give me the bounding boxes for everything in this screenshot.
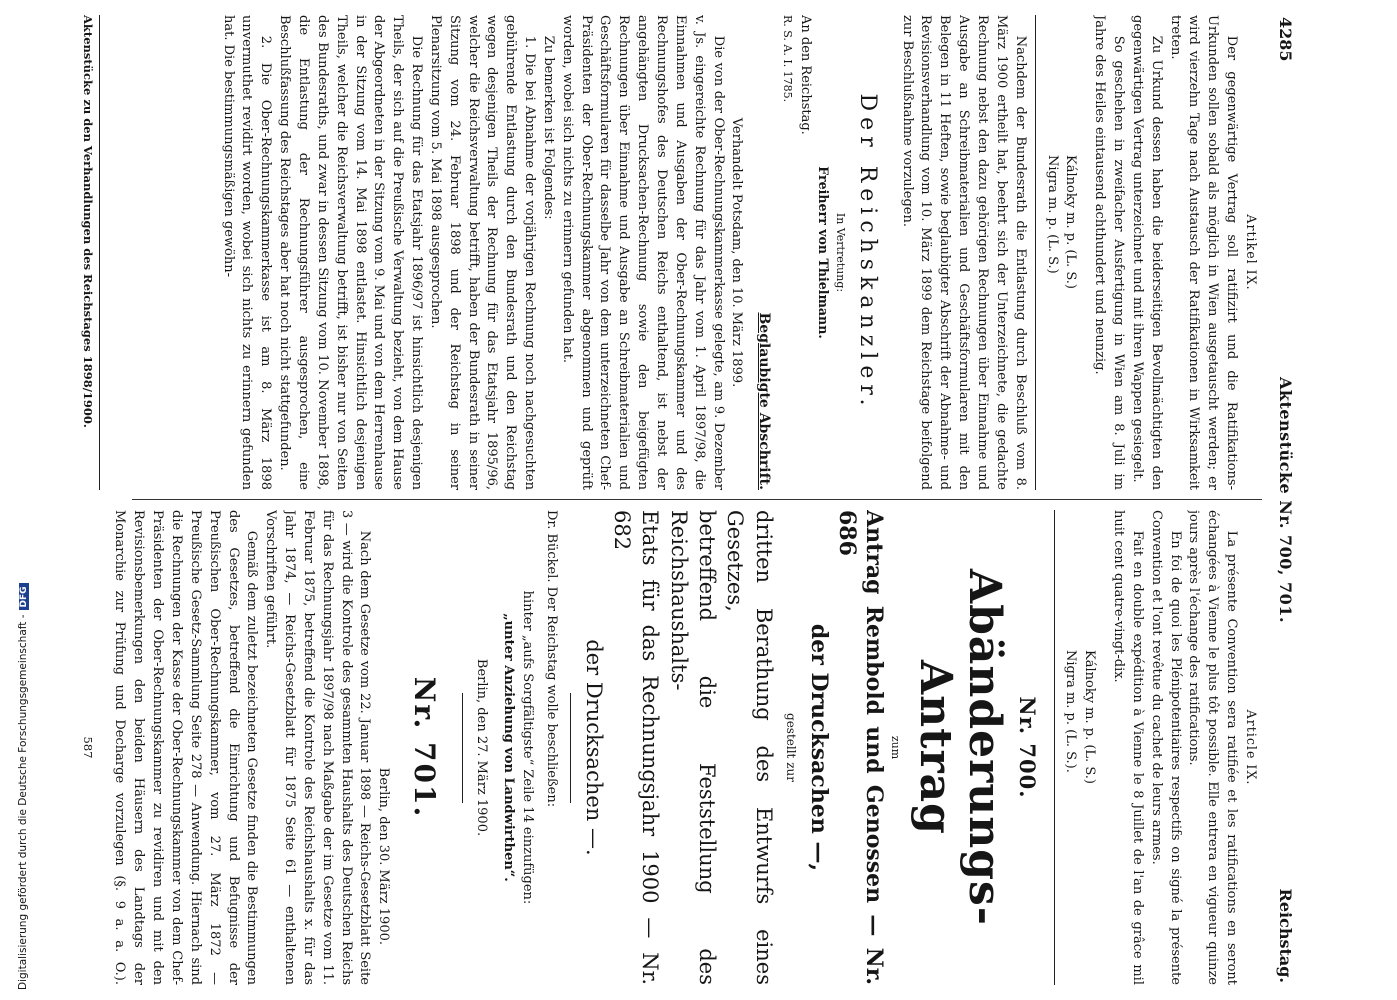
bundesrath-paragraph: Nachdem der Bundesrath die Entlastung durch Beschluß vom 8. März 1900 ertheilt hat, beehrt sich der Unterzeichnete, die gedachte Rechnung nebst den dazu gehörigen Rechnungen über Einnahme und Ausgabe an Schreibmaterialien und Geschäftsformularen mit den Belegen in 11 Heften, sowie beglaubigter Abschrift der Abnahme- und Revisionsverhandlung vom 10. März 1899 dem Reichstage beifolgend zur Beschlußnahme vorzulegen.: [899, 15, 1028, 490]
berathung-line: betreffend die Feststellung des Reichshaushalts-: [666, 510, 720, 985]
berathung-line: Etats für das Rechnungsjahr 1900 — Nr. 682: [610, 510, 663, 985]
header-reichstag: Reichstag.: [1276, 888, 1295, 983]
zu-bemerken: Zu bemerken ist Folgendes:: [540, 35, 556, 220]
nr-700-heading: Nr. 700.: [1014, 696, 1040, 799]
antrag-line: Antrag Rembold und Genossen — Nr. 686: [833, 510, 888, 985]
freiherr-signature: Freiherr von Thielmann.: [815, 166, 831, 339]
footer-source: Aktenstücke zu den Verhandlungen des Reichstages 1898/1900.: [81, 15, 96, 428]
rechnung-paragraph: Die Rechnung für das Etatsjahr 1896/97 ist hinsichtlich desjenigen Theils, der sich auf die Preußische Verwaltung bezieht, von dem Hause der Abgeordneten in der Sitzung vom 9. Mai und von dem Herrenhause in der Sitzung vom 14. Mai 1898 entlastet. Hinsichtlich desjenigen Theils, welcher die Reichsverwaltung betrifft, ist bisher nur von Seiten des Bundesraths, und zwar in dessen Sitzung vom 10. November 1898, die Entlastung der Rechnungsführer ausgesprochen, eine Beschlußfassung des Reichstages aber hat noch nicht stattgefunden.: [277, 15, 425, 490]
p701-paragraph: Nach dem Gesetze vom 22. Januar 1898 — Reichs-Gesetzblatt Seite 3 — wird die Kontrole des gesammten Haushalts des Deutschen Reichs für das Rechnungsjahr 1897/98 nach Maßgabe der im Gesetze vom 11. Februar 1875, betreffend die Kontrole des Reichshaushalts x. für das Jahr 1874, — Reichs-Gesetzblatt für 1875 Seite 61 — enthaltenen Vorschriften geführt.: [263, 510, 373, 985]
bueckel-motion: Dr. Bückel. Der Reichstag wolle beschließen:: [544, 510, 560, 808]
hinter-line: hinter „aufs Sorgfältigste“ Zeile 14 einzufügen:: [519, 590, 535, 905]
column-divider: [132, 499, 1262, 500]
quote-line: „unter Anziehung von Landwirthen“.: [500, 613, 516, 882]
signature-fr-nigra: Nigra m. p. (L. S.).: [1063, 650, 1079, 773]
short-rule: [462, 693, 463, 803]
berathung-line: dritten Berathung des Entwurfs eines Gesetzes,: [723, 510, 776, 985]
page-footer-right: [80, 510, 96, 985]
point-1: 1. Die bei Abnahme der vorjährigen Rechnung noch nachgesuchten gebührende Entlastung durch den Bundesrath und den Reichstag wegen desjenigen Theils der Rechnung für das Etatsjahr 1895/96, welcher die Reichsverwaltung betrifft, haben der Bundesrath in seiner Sitzung vom 24. Februar 1898 und der Reichstag in seiner Plenarsitzung vom 5. Mai 1898 ausgesprochen.: [427, 15, 538, 490]
artikel-paragraph: So geschehen in zweifacher Ausfertigung in Wien am 8. Juli im Jahre des Heiles eintausend achthundert und neunzig.: [1092, 15, 1127, 490]
signature-kalnoky: Kálnoky m. p. (L. S.): [1063, 155, 1079, 289]
ober-paragraph: Die von der Ober-Rechnungskammerkasse gelegte, am 9. Dezember v. Js. eingereichte Rechnung für das Jahr vom 1. April 1897/98, die Einnahmen und Ausgaben der Ober-Rechnungskammer und des Rechnungshofes des Deutschen Reichs enthaltend, ist nebst der angehängten Drucksachen-Rechnung sowie den beigefügten Rechnungen über Einnahme und Ausgabe an Schreibmaterialien und Geschäftsformularen für dasselbe Jahr von dem unterzeichneten Chef-Präsidenten der Ober-Rechnungskammer abgenommen und geprüft worden, wobei sich nichts zu erinnern gefunden hat.: [559, 15, 726, 490]
reichskanzler-heading: Der Reichskanzler.: [854, 93, 880, 412]
point-2: 2. Die Ober-Rechnungskammerkasse ist am 8. März 1898 unvermuthet revidirt worden, wobei sich nichts zu erinnern gefunden hat. Die bestimmungsmäßigen gewöhn-: [220, 15, 274, 490]
section-rule: [1054, 510, 1055, 985]
artikel-heading: Artikel IX.: [1244, 214, 1259, 291]
antrag-line: der Drucksachen —,: [806, 623, 833, 872]
zum-label: zum: [888, 735, 902, 760]
right-column: [110, 510, 1262, 985]
page-footer-left: [80, 15, 100, 490]
beglaubigte-abschrift: Beglaubigte Abschrift.: [756, 312, 773, 490]
artikel-paragraph: Zu Urkund dessen haben die beiderseitigen Bevollmächtigten den gegenwärtigen Vertrag unterzeichnet und mit ihren Wappen gesiegelt.: [1129, 15, 1164, 490]
page-header: [1270, 15, 1300, 985]
dfg-sidenote: [0, 0, 29, 1000]
artikel-paragraph: Der gegenwärtige Vertrag soll ratifizirt und die Ratifikations-Urkunden sollen sobald als möglich in Wien ausgetauscht werden; er wird vierzehn Tage nach Austausch der Ratifikationen in Wirksamkeit treten.: [1167, 15, 1240, 490]
berlin-date-701: Berlin, den 30. März 1900.: [376, 767, 392, 945]
article-fr-paragraph: La présente Convention sera ratifiée et les ratifications en seront échangées à Vienne le plus tôt possible. Elle entrera en vigueur quinze jours après l'échange des ratifications.: [1186, 510, 1240, 985]
page-number: 4285: [1276, 17, 1295, 62]
left-column: [110, 15, 1262, 490]
footer-rule: [96, 15, 100, 490]
an-den-reichstag: An den Reichstag.: [798, 15, 814, 135]
article-fr-paragraph: En foi de quoi les Plénipotentiaires respectifs on signé la présente Convention et l'ont revêtue du cachet de leurs armes.: [1148, 510, 1183, 985]
berathung-line: der Drucksachen —.: [581, 639, 606, 856]
reference-number: R. S. A. I. 1785.: [781, 15, 795, 103]
short-rule: [570, 693, 571, 803]
signature-nigra: Nigra m. p. (L. S.): [1044, 155, 1060, 274]
signature-fr-kalnoky: Kálnoky m. p. (L. S.): [1082, 650, 1098, 784]
scanned-page: [80, 15, 1300, 985]
p701-paragraph: Gemäß dem zuletzt bezeichneten Gesetze finden die Bestimmungen des Gesetzes, betreffend die Einrichtung und Befugnisse der Preußischen Ober-Rechnungskammer, vom 27. März 1872 — Preußische Gesetz-Sammlung Seite 278 — Anwendung. Hiernach sind die Rechnungen der Kasse der Ober-Rechnungskammer von dem Chef-Präsidenten der Ober-Rechnungskammer zu revidiren und mit den Revisionsbemerkungen den beiden Häusern des Landtags der Monarchie zur Prüfung und Decharge vorzulegen (§. 9 a. a. O.).: [112, 510, 260, 985]
dfg-note-text: Digitalisierung gefördert durch die Deutsche Forschungsgemeinschaft -: [17, 614, 29, 990]
in-vertretung: In Vertretung:: [833, 212, 847, 293]
gestellt-label: gestellt zur: [783, 713, 798, 782]
abaenderungs-antrag-title: Abänderungs-Antrag: [910, 568, 1010, 927]
article-fr-paragraph: Fait en double expédition à Vienne le 8 Juillet de l'an de grâce mil huit cent quatre-vingt-dix.: [1111, 510, 1145, 985]
berlin-date: Berlin, den 27. März 1900.: [473, 658, 489, 837]
article-fr-heading: Article IX.: [1244, 709, 1259, 786]
verhandelt-line: Verhandelt Potsdam, den 10. März 1899.: [729, 117, 745, 388]
nr-701-heading: Nr. 701.: [408, 676, 442, 819]
dfg-logo: DFG: [19, 583, 29, 610]
section-rule: [1035, 15, 1036, 490]
footer-page-number: 587: [81, 736, 96, 759]
running-title: Aktenstücke Nr. 700, 701.: [1276, 376, 1295, 624]
